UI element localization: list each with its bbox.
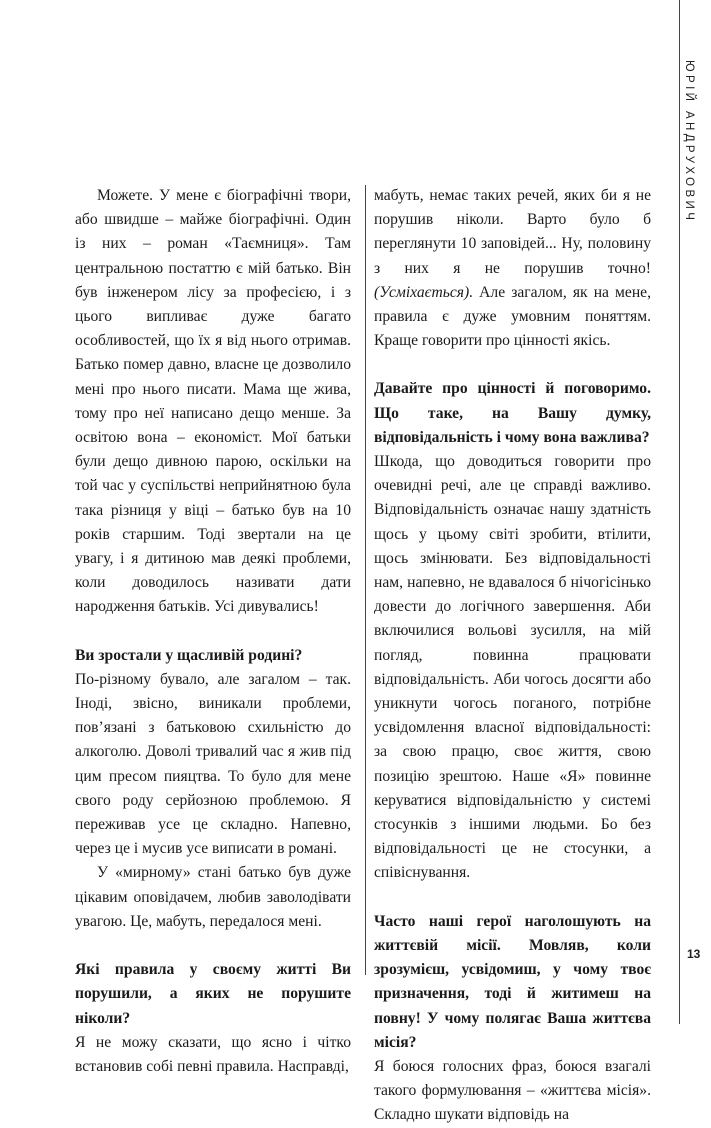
answer-life-mission: Я боюся голосних фраз, боюся взагалі такого формулювання – «життєва місія». Складно шукати відповідь на: [374, 1057, 651, 1124]
column-divider: [365, 185, 366, 975]
page-number: 13: [687, 947, 701, 961]
answer-rules-start: Я не можу сказати, що ясно і чітко встановив собі певні правила. Насправді,: [75, 1033, 351, 1075]
running-header-author: ЮРІЙ АНДРУХОВИЧ: [683, 60, 695, 224]
answer-happy-family: По-різному бувало, але загалом – так. Іноді, звісно, виникали проблеми, пов’язані з батьковою схильністю до алкоголю. Доволі тривалий час я жив під цим пресом пияцтва. То було для мене свого роду серйозною проблемою. Я переживав усе це складно. Напевно, через це і мусив усе виписати в романі.: [75, 670, 351, 858]
answer-rules-text: мабуть, немає таких речей, яких би я не порушив ніколи. Варто було б переглянути 10 заповідей... Ну, половину з них я не порушив точно!: [374, 187, 651, 277]
answer-happy-family-cont: У «мирному» стані батько був дуже цікавим оповідачем, любив заволодівати увагою. Це, мабуть, передалося мені.: [75, 864, 351, 930]
question-responsibility: Давайте про цінності й поговоримо. Що таке, на Вашу думку, відповідальність і чому вона важлива?: [374, 380, 651, 446]
smiles-remark: (Усміхається).: [374, 283, 474, 301]
left-column: [75, 184, 351, 1079]
question-rules: Які правила у своєму житті Ви порушили, а яких не порушите ніколи?: [75, 961, 351, 1027]
question-life-mission: Часто наші герої наголошують на життєвій місії. Мовляв, коли зрозумієш, усвідомиш, у чому твоє призначення, тоді й житимеш на повну! У чому полягає Ваша життєва місія?: [374, 912, 651, 1051]
question-happy-family: Ви зростали у щасливій родині?: [75, 646, 303, 664]
answer-rules-cont: [374, 184, 651, 353]
answer-rules-end: Але загалом, як на мене, правила є дуже умовним поняттям. Краще говорити про цінності якісь.: [374, 283, 651, 350]
intro-paragraph: Можете. У мене є біографічні твори, або швидше – майже біографічні. Один із них – роман «Таємниця». Там центральною постаттю є мій батько. Він був інженером лісу за професією, і з цього випливає дуже багато особливостей, що їх я від нього отримав. Батько помер давно, власне це дозволило мені про нього писати. Мама ще жива, тому про неї написано дещо менше. За освітою вона – економіст. Мої батьки були дещо дивною парою, оскільки на той час у суспільстві неприйнятною була така різниця у віці – батько був на 10 років старшим. Тоді звертали на це увагу, і я дитиною мав деякі проблеми, коли доводилось називати дати народження батьків. Усі дивувались!: [75, 187, 351, 616]
page-edge-rule: [679, 0, 680, 1024]
answer-responsibility: Шкода, що доводиться говорити про очевидні речі, але це справді важливо. Відповідальність означає нашу здатність щось у цьому світі зробити, втілити, щось змінювати. Без відповідальності нам, напевно, не вдавалося б нічогісінько довести до логічного завершення. Аби включилися вольові зусилля, на мій погляд, повинна працювати відповідальність. Аби чогось досягти або уникнути чогось поганого, потрібне усвідомлення власної відповідальності: за свою працю, своє життя, свою позицію зрештою. Наше «Я» повинне керуватися відповідальністю у системі стосунків з іншими людьми. Бо без відповідальності це не стосунки, а співіснування.: [374, 453, 651, 882]
right-column: [374, 184, 651, 1128]
